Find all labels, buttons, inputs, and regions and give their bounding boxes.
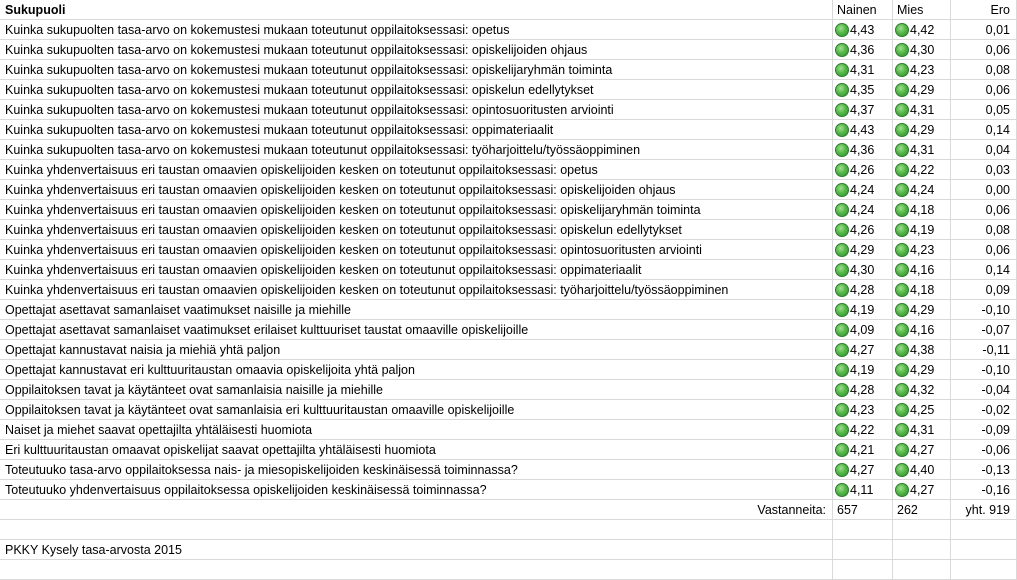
table-row: [0, 20, 1017, 40]
difference-cell[interactable]: -0,10: [951, 300, 1017, 320]
female-score-cell[interactable]: [833, 300, 893, 320]
table-row: [0, 140, 1017, 160]
header-question[interactable]: Sukupuoli: [0, 0, 833, 20]
question-cell[interactable]: Opettajat asettavat samanlaiset vaatimukset naisille ja miehille: [0, 300, 833, 320]
question-cell[interactable]: Kuinka sukupuolten tasa-arvo on kokemustesi mukaan toteutunut oppilaitoksessasi: oppimateriaalit: [0, 120, 833, 140]
female-score: 4,43: [850, 22, 875, 37]
male-score-cell[interactable]: [893, 120, 951, 140]
green-circle-icon: [895, 443, 909, 457]
female-score: 4,37: [850, 102, 875, 117]
female-score-cell[interactable]: [833, 40, 893, 60]
green-circle-icon: [835, 103, 849, 117]
table-row: [0, 440, 1017, 460]
green-circle-icon: [895, 303, 909, 317]
female-score-cell[interactable]: [833, 380, 893, 400]
green-circle-icon: [835, 443, 849, 457]
male-score: 4,29: [910, 302, 935, 317]
table-row: [0, 260, 1017, 280]
female-score-cell[interactable]: [833, 360, 893, 380]
table-row: [0, 480, 1017, 500]
green-circle-icon: [895, 83, 909, 97]
male-score-cell[interactable]: [893, 80, 951, 100]
male-score: 4,19: [910, 222, 935, 237]
difference-cell[interactable]: -0,13: [951, 460, 1017, 480]
green-circle-icon: [835, 343, 849, 357]
difference-cell[interactable]: -0,07: [951, 320, 1017, 340]
male-score: 4,38: [910, 342, 935, 357]
respondents-total[interactable]: yht. 919: [951, 500, 1017, 520]
female-score: 4,43: [850, 122, 875, 137]
difference-cell[interactable]: 0,00: [951, 180, 1017, 200]
header-female[interactable]: Nainen: [833, 0, 893, 20]
empty-cell[interactable]: [833, 540, 893, 560]
male-score: 4,31: [910, 422, 935, 437]
male-score-cell[interactable]: [893, 100, 951, 120]
female-score: 4,19: [850, 302, 875, 317]
respondents-male[interactable]: 262: [893, 500, 951, 520]
green-circle-icon: [895, 283, 909, 297]
female-score: 4,30: [850, 262, 875, 277]
table-row: [0, 80, 1017, 100]
green-circle-icon: [895, 223, 909, 237]
green-circle-icon: [895, 43, 909, 57]
male-score-cell[interactable]: [893, 260, 951, 280]
male-score: 4,18: [910, 202, 935, 217]
green-circle-icon: [835, 303, 849, 317]
green-circle-icon: [835, 223, 849, 237]
table-row: [0, 160, 1017, 180]
green-circle-icon: [895, 123, 909, 137]
green-circle-icon: [895, 143, 909, 157]
green-circle-icon: [895, 103, 909, 117]
question-cell[interactable]: Kuinka yhdenvertaisuus eri taustan omaavien opiskelijoiden kesken on toteutunut oppilaitoksessasi: työharjoittelu/työssäoppiminen: [0, 280, 833, 300]
header-male[interactable]: Mies: [893, 0, 951, 20]
table-row: [0, 340, 1017, 360]
male-score: 4,22: [910, 162, 935, 177]
empty-cell[interactable]: [0, 560, 833, 580]
male-score: 4,18: [910, 282, 935, 297]
green-circle-icon: [895, 363, 909, 377]
difference-cell[interactable]: -0,11: [951, 340, 1017, 360]
table-row: [0, 60, 1017, 80]
empty-row: [0, 560, 1017, 580]
female-score-cell[interactable]: [833, 340, 893, 360]
question-cell[interactable]: Kuinka sukupuolten tasa-arvo on kokemustesi mukaan toteutunut oppilaitoksessasi: opiskelun edellytykset: [0, 80, 833, 100]
question-cell[interactable]: Kuinka yhdenvertaisuus eri taustan omaavien opiskelijoiden kesken on toteutunut oppilaitoksessasi: opetus: [0, 160, 833, 180]
green-circle-icon: [835, 23, 849, 37]
green-circle-icon: [835, 63, 849, 77]
green-circle-icon: [895, 183, 909, 197]
question-cell[interactable]: Kuinka sukupuolten tasa-arvo on kokemustesi mukaan toteutunut oppilaitoksessasi: opintosuoritusten arviointi: [0, 100, 833, 120]
difference-cell[interactable]: 0,06: [951, 80, 1017, 100]
green-circle-icon: [835, 283, 849, 297]
respondents-row: [0, 500, 1017, 520]
female-score-cell[interactable]: [833, 80, 893, 100]
male-score: 4,31: [910, 102, 935, 117]
female-score-cell[interactable]: [833, 320, 893, 340]
table-row: [0, 380, 1017, 400]
difference-cell[interactable]: -0,04: [951, 380, 1017, 400]
male-score: 4,24: [910, 182, 935, 197]
female-score: 4,19: [850, 362, 875, 377]
female-score-cell[interactable]: [833, 480, 893, 500]
female-score: 4,35: [850, 82, 875, 97]
male-score: 4,16: [910, 262, 935, 277]
female-score-cell[interactable]: [833, 60, 893, 80]
green-circle-icon: [895, 383, 909, 397]
question-cell[interactable]: Kuinka yhdenvertaisuus eri taustan omaavien opiskelijoiden kesken on toteutunut oppilaitoksessasi: opiskelijaryhmän toiminta: [0, 200, 833, 220]
male-score: 4,16: [910, 322, 935, 337]
female-score-cell[interactable]: [833, 400, 893, 420]
male-score-cell[interactable]: [893, 480, 951, 500]
male-score: 4,27: [910, 442, 935, 457]
male-score-cell[interactable]: [893, 180, 951, 200]
respondents-female[interactable]: 657: [833, 500, 893, 520]
question-cell[interactable]: Kuinka yhdenvertaisuus eri taustan omaavien opiskelijoiden kesken on toteutunut oppilaitoksessasi: opintosuoritusten arviointi: [0, 240, 833, 260]
green-circle-icon: [835, 423, 849, 437]
difference-cell[interactable]: 0,14: [951, 120, 1017, 140]
empty-cell[interactable]: [0, 520, 833, 540]
green-circle-icon: [835, 203, 849, 217]
table-row: [0, 300, 1017, 320]
table-row: [0, 220, 1017, 240]
difference-cell[interactable]: -0,10: [951, 360, 1017, 380]
header-row: [0, 0, 1017, 20]
female-score: 4,26: [850, 162, 875, 177]
empty-row: [0, 520, 1017, 540]
table-row: [0, 200, 1017, 220]
male-score: 4,27: [910, 482, 935, 497]
empty-cell[interactable]: [833, 560, 893, 580]
female-score: 4,31: [850, 62, 875, 77]
male-score-cell[interactable]: [893, 220, 951, 240]
green-circle-icon: [895, 243, 909, 257]
table-row: [0, 240, 1017, 260]
question-cell[interactable]: Kuinka yhdenvertaisuus eri taustan omaavien opiskelijoiden kesken on toteutunut oppilaitoksessasi: opiskelijoiden ohjaus: [0, 180, 833, 200]
male-score-cell[interactable]: [893, 280, 951, 300]
table-body: [0, 20, 1017, 500]
difference-cell[interactable]: 0,05: [951, 100, 1017, 120]
green-circle-icon: [895, 343, 909, 357]
male-score: 4,31: [910, 142, 935, 157]
male-score-cell[interactable]: [893, 140, 951, 160]
green-circle-icon: [835, 463, 849, 477]
empty-cell[interactable]: [951, 540, 1017, 560]
difference-cell[interactable]: -0,09: [951, 420, 1017, 440]
female-score-cell[interactable]: [833, 200, 893, 220]
female-score: 4,36: [850, 42, 875, 57]
female-score-cell[interactable]: [833, 20, 893, 40]
table-row: [0, 180, 1017, 200]
green-circle-icon: [895, 483, 909, 497]
green-circle-icon: [835, 243, 849, 257]
male-score-cell[interactable]: [893, 300, 951, 320]
empty-cell[interactable]: [951, 520, 1017, 540]
table-row: [0, 320, 1017, 340]
male-score-cell[interactable]: [893, 440, 951, 460]
male-score-cell[interactable]: [893, 320, 951, 340]
question-cell[interactable]: Oppilaitoksen tavat ja käytänteet ovat samanlaisia naisille ja miehille: [0, 380, 833, 400]
difference-cell[interactable]: 0,08: [951, 220, 1017, 240]
source-note[interactable]: PKKY Kysely tasa-arvosta 2015: [0, 540, 833, 560]
female-score: 4,22: [850, 422, 875, 437]
question-cell[interactable]: Naiset ja miehet saavat opettajilta yhtäläisesti huomiota: [0, 420, 833, 440]
female-score-cell[interactable]: [833, 180, 893, 200]
question-cell[interactable]: Kuinka sukupuolten tasa-arvo on kokemustesi mukaan toteutunut oppilaitoksessasi: työharjoittelu/työssäoppiminen: [0, 140, 833, 160]
female-score-cell[interactable]: [833, 140, 893, 160]
question-cell[interactable]: Kuinka yhdenvertaisuus eri taustan omaavien opiskelijoiden kesken on toteutunut oppilaitoksessasi: oppimateriaalit: [0, 260, 833, 280]
table-row: [0, 120, 1017, 140]
female-score-cell[interactable]: [833, 120, 893, 140]
green-circle-icon: [895, 23, 909, 37]
difference-cell[interactable]: 0,04: [951, 140, 1017, 160]
empty-cell[interactable]: [833, 520, 893, 540]
empty-cell[interactable]: [893, 520, 951, 540]
male-score: 4,29: [910, 82, 935, 97]
male-score-cell[interactable]: [893, 200, 951, 220]
male-score: 4,23: [910, 242, 935, 257]
green-circle-icon: [835, 263, 849, 277]
male-score-cell[interactable]: [893, 400, 951, 420]
female-score: 4,09: [850, 322, 875, 337]
difference-cell[interactable]: 0,06: [951, 240, 1017, 260]
male-score: 4,29: [910, 122, 935, 137]
green-circle-icon: [835, 363, 849, 377]
question-cell[interactable]: Toteutuuko yhdenvertaisuus oppilaitoksessa opiskelijoiden keskinäisessä toiminnassa?: [0, 480, 833, 500]
table-row: [0, 100, 1017, 120]
difference-cell[interactable]: 0,08: [951, 60, 1017, 80]
question-cell[interactable]: Kuinka yhdenvertaisuus eri taustan omaavien opiskelijoiden kesken on toteutunut oppilaitoksessasi: opiskelun edellytykset: [0, 220, 833, 240]
green-circle-icon: [835, 123, 849, 137]
female-score: 4,26: [850, 222, 875, 237]
green-circle-icon: [895, 263, 909, 277]
female-score: 4,24: [850, 202, 875, 217]
table-row: [0, 40, 1017, 60]
female-score: 4,28: [850, 382, 875, 397]
female-score-cell[interactable]: [833, 420, 893, 440]
male-score: 4,23: [910, 62, 935, 77]
green-circle-icon: [895, 463, 909, 477]
male-score-cell[interactable]: [893, 380, 951, 400]
question-cell[interactable]: Kuinka sukupuolten tasa-arvo on kokemustesi mukaan toteutunut oppilaitoksessasi: opiskelijoiden ohjaus: [0, 40, 833, 60]
green-circle-icon: [835, 163, 849, 177]
female-score: 4,29: [850, 242, 875, 257]
male-score: 4,32: [910, 382, 935, 397]
table-row: [0, 360, 1017, 380]
question-cell[interactable]: Oppilaitoksen tavat ja käytänteet ovat samanlaisia eri kulttuuritaustan omaaville opiskelijoille: [0, 400, 833, 420]
green-circle-icon: [895, 423, 909, 437]
difference-cell[interactable]: 0,06: [951, 40, 1017, 60]
male-score-cell[interactable]: [893, 160, 951, 180]
female-score-cell[interactable]: [833, 440, 893, 460]
female-score: 4,27: [850, 342, 875, 357]
green-circle-icon: [895, 403, 909, 417]
difference-cell[interactable]: 0,09: [951, 280, 1017, 300]
table-row: [0, 400, 1017, 420]
green-circle-icon: [835, 183, 849, 197]
question-cell[interactable]: Opettajat kannustavat naisia ja miehiä yhtä paljon: [0, 340, 833, 360]
male-score-cell[interactable]: [893, 240, 951, 260]
green-circle-icon: [835, 43, 849, 57]
male-score-cell[interactable]: [893, 360, 951, 380]
green-circle-icon: [895, 163, 909, 177]
male-score-cell[interactable]: [893, 460, 951, 480]
empty-cell[interactable]: [893, 560, 951, 580]
male-score: 4,40: [910, 462, 935, 477]
difference-cell[interactable]: -0,16: [951, 480, 1017, 500]
question-cell[interactable]: Eri kulttuuritaustan omaavat opiskelijat saavat opettajilta yhtäläisesti huomiota: [0, 440, 833, 460]
male-score-cell[interactable]: [893, 60, 951, 80]
green-circle-icon: [835, 83, 849, 97]
difference-cell[interactable]: 0,01: [951, 20, 1017, 40]
green-circle-icon: [895, 203, 909, 217]
male-score: 4,25: [910, 402, 935, 417]
empty-cell[interactable]: [893, 540, 951, 560]
female-score-cell[interactable]: [833, 160, 893, 180]
difference-cell[interactable]: 0,14: [951, 260, 1017, 280]
female-score-cell[interactable]: [833, 280, 893, 300]
male-score-cell[interactable]: [893, 340, 951, 360]
green-circle-icon: [835, 323, 849, 337]
difference-cell[interactable]: -0,06: [951, 440, 1017, 460]
header-diff[interactable]: Ero: [951, 0, 1017, 20]
source-row: [0, 540, 1017, 560]
difference-cell[interactable]: -0,02: [951, 400, 1017, 420]
green-circle-icon: [835, 403, 849, 417]
difference-cell[interactable]: 0,03: [951, 160, 1017, 180]
female-score: 4,24: [850, 182, 875, 197]
female-score: 4,36: [850, 142, 875, 157]
female-score-cell[interactable]: [833, 100, 893, 120]
female-score: 4,28: [850, 282, 875, 297]
male-score: 4,42: [910, 22, 935, 37]
table-row: [0, 420, 1017, 440]
difference-cell[interactable]: 0,06: [951, 200, 1017, 220]
male-score: 4,29: [910, 362, 935, 377]
empty-cell[interactable]: [951, 560, 1017, 580]
female-score-cell[interactable]: [833, 460, 893, 480]
green-circle-icon: [835, 143, 849, 157]
green-circle-icon: [895, 63, 909, 77]
question-cell[interactable]: Opettajat kannustavat eri kulttuuritaustan omaavia opiskelijoita yhtä paljon: [0, 360, 833, 380]
table-row: [0, 280, 1017, 300]
female-score: 4,21: [850, 442, 875, 457]
female-score: 4,27: [850, 462, 875, 477]
female-score: 4,11: [850, 482, 874, 497]
question-cell[interactable]: Kuinka sukupuolten tasa-arvo on kokemustesi mukaan toteutunut oppilaitoksessasi: opiskelijaryhmän toiminta: [0, 60, 833, 80]
female-score-cell[interactable]: [833, 220, 893, 240]
male-score-cell[interactable]: [893, 20, 951, 40]
green-circle-icon: [835, 383, 849, 397]
question-cell[interactable]: Kuinka sukupuolten tasa-arvo on kokemustesi mukaan toteutunut oppilaitoksessasi: opetus: [0, 20, 833, 40]
question-cell[interactable]: Opettajat asettavat samanlaiset vaatimukset erilaiset kulttuuriset taustat omaaville opiskelijoille: [0, 320, 833, 340]
male-score-cell[interactable]: [893, 40, 951, 60]
table-row: [0, 460, 1017, 480]
male-score: 4,30: [910, 42, 935, 57]
question-cell[interactable]: Toteutuuko tasa-arvo oppilaitoksessa nais- ja miesopiskelijoiden keskinäisessä toiminnassa?: [0, 460, 833, 480]
female-score-cell[interactable]: [833, 260, 893, 280]
respondents-label[interactable]: Vastanneita:: [0, 500, 833, 520]
green-circle-icon: [895, 323, 909, 337]
female-score-cell[interactable]: [833, 240, 893, 260]
green-circle-icon: [835, 483, 849, 497]
male-score-cell[interactable]: [893, 420, 951, 440]
female-score: 4,23: [850, 402, 875, 417]
